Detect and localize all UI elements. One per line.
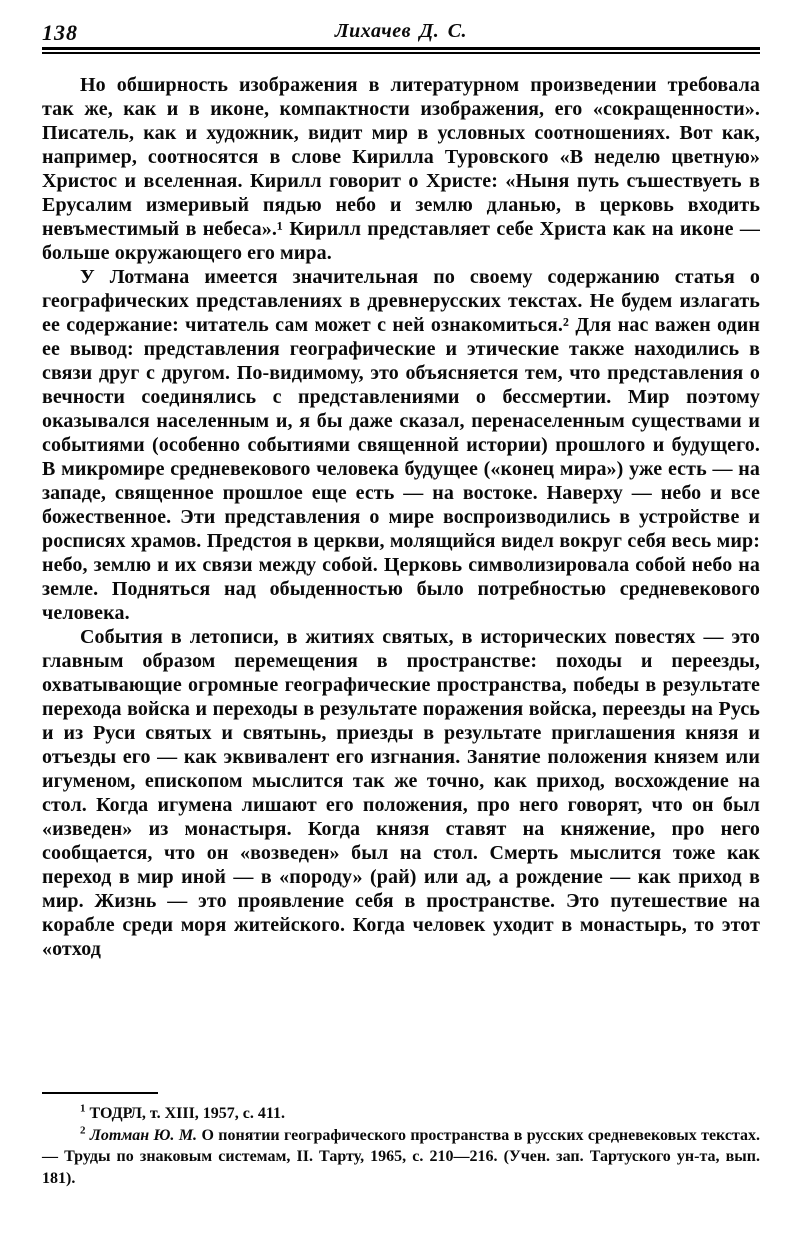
footnote-1 [42,1103,760,1125]
header-double-rule [42,47,760,54]
footnotes-section [42,1092,760,1189]
body-paragraph-1: Но обширность изображения в литературном произведении требовала так же, как и в иконе, компактности изображения, его «сокращенности». Писатель, как и художник, видит мир в условных соотношениях. Вот как, например, соотносятся в слове Кирилла Туровского «В неделю цветную» Христос и вселенная. Кирилл говорит о Христе: «Ныня путь съшествуеть в Ерусалим измеривый пядью небо и землю дланью, в церковь входить невъместимый в небеса».¹ Кирилл представляет себе Христа как на иконе — больше окружающего его мира. [42,74,760,264]
footnote-1-text: ТОДРЛ, т. XIII, 1957, с. 411. [89,1105,286,1122]
body-paragraph-2: У Лотмана имеется значительная по своему содержанию статья о географических представлениях в древнерусских текстах. Не будем излагать ее содержание: читатель сам может с ней ознакомиться.² Для нас важен один ее вывод: представления географические и этические также находились в связи друг с другом. По-видимому, это объясняется тем, что представления о вечности соединялись с представлениями о бессмертии. Мир поэтому оказывался населенным и, я бы даже сказал, перенаселенным существами и событиями (особенно событиями священной истории) прошлого и будущего. В микромире средневекового человека будущее («конец мира») уже есть — на западе, священное прошлое еще есть — на востоке. Наверху — небо и все божественное. Эти представления о мире воспроизводились в устройстве и росписях храмов. Предстоя в церкви, молящийся видел вокруг себя весь мир: небо, землю и их связи между собой. Церковь символизировала собой небо на земле. Подняться над обыденностью было потребностью средневекового человека. [42,266,760,624]
footnote-2-marker: 2 [80,1124,86,1137]
page-body [42,73,760,961]
body-paragraph-3: События в летописи, в житиях святых, в исторических повестях — это главным образом перемещения в пространстве: походы и переезды, охватывающие огромные географические пространства, победы в результате перехода войска и переходы в результате поражения войска, переезды на Русь и из Руси святых и святынь, приезды в результате приглашения князя и отъезды его — как эквивалент его изгнания. Занятие положения князем или игуменом, епископом мыслится так же точно, как приход, восхождение на стол. Когда игумена лишают его положения, про него говорят, что он был «изведен» из монастыря. Когда князя ставят на княжение, про него сообщается, что он «возведен» был на стол. Смерть мыслится тоже как переход в мир иной — в «породу» (рай) или ад, а рождение — как приход в мир. Жизнь — это проявление себя в пространстве. Это путешествие на корабле среди моря житейского. Когда человек уходит в монастырь, то этот «отход [42,626,760,960]
footnote-2 [42,1125,760,1190]
footnote-separator-rule [42,1092,158,1094]
page-header [42,20,760,46]
running-title: Лихачев Д. С. [334,20,468,42]
footnote-2-text: О понятии географического пространства в русских средневековых текстах. — Труды по знаковым системам, II. Тарту, 1965, с. 210—216. (Учен. зап. Тартуского ун-та, вып. 181). [42,1126,761,1187]
footnote-2-author: Лотман Ю. М. [89,1126,198,1144]
page-number: 138 [42,20,78,45]
footnote-1-marker: 1 [80,1102,86,1115]
